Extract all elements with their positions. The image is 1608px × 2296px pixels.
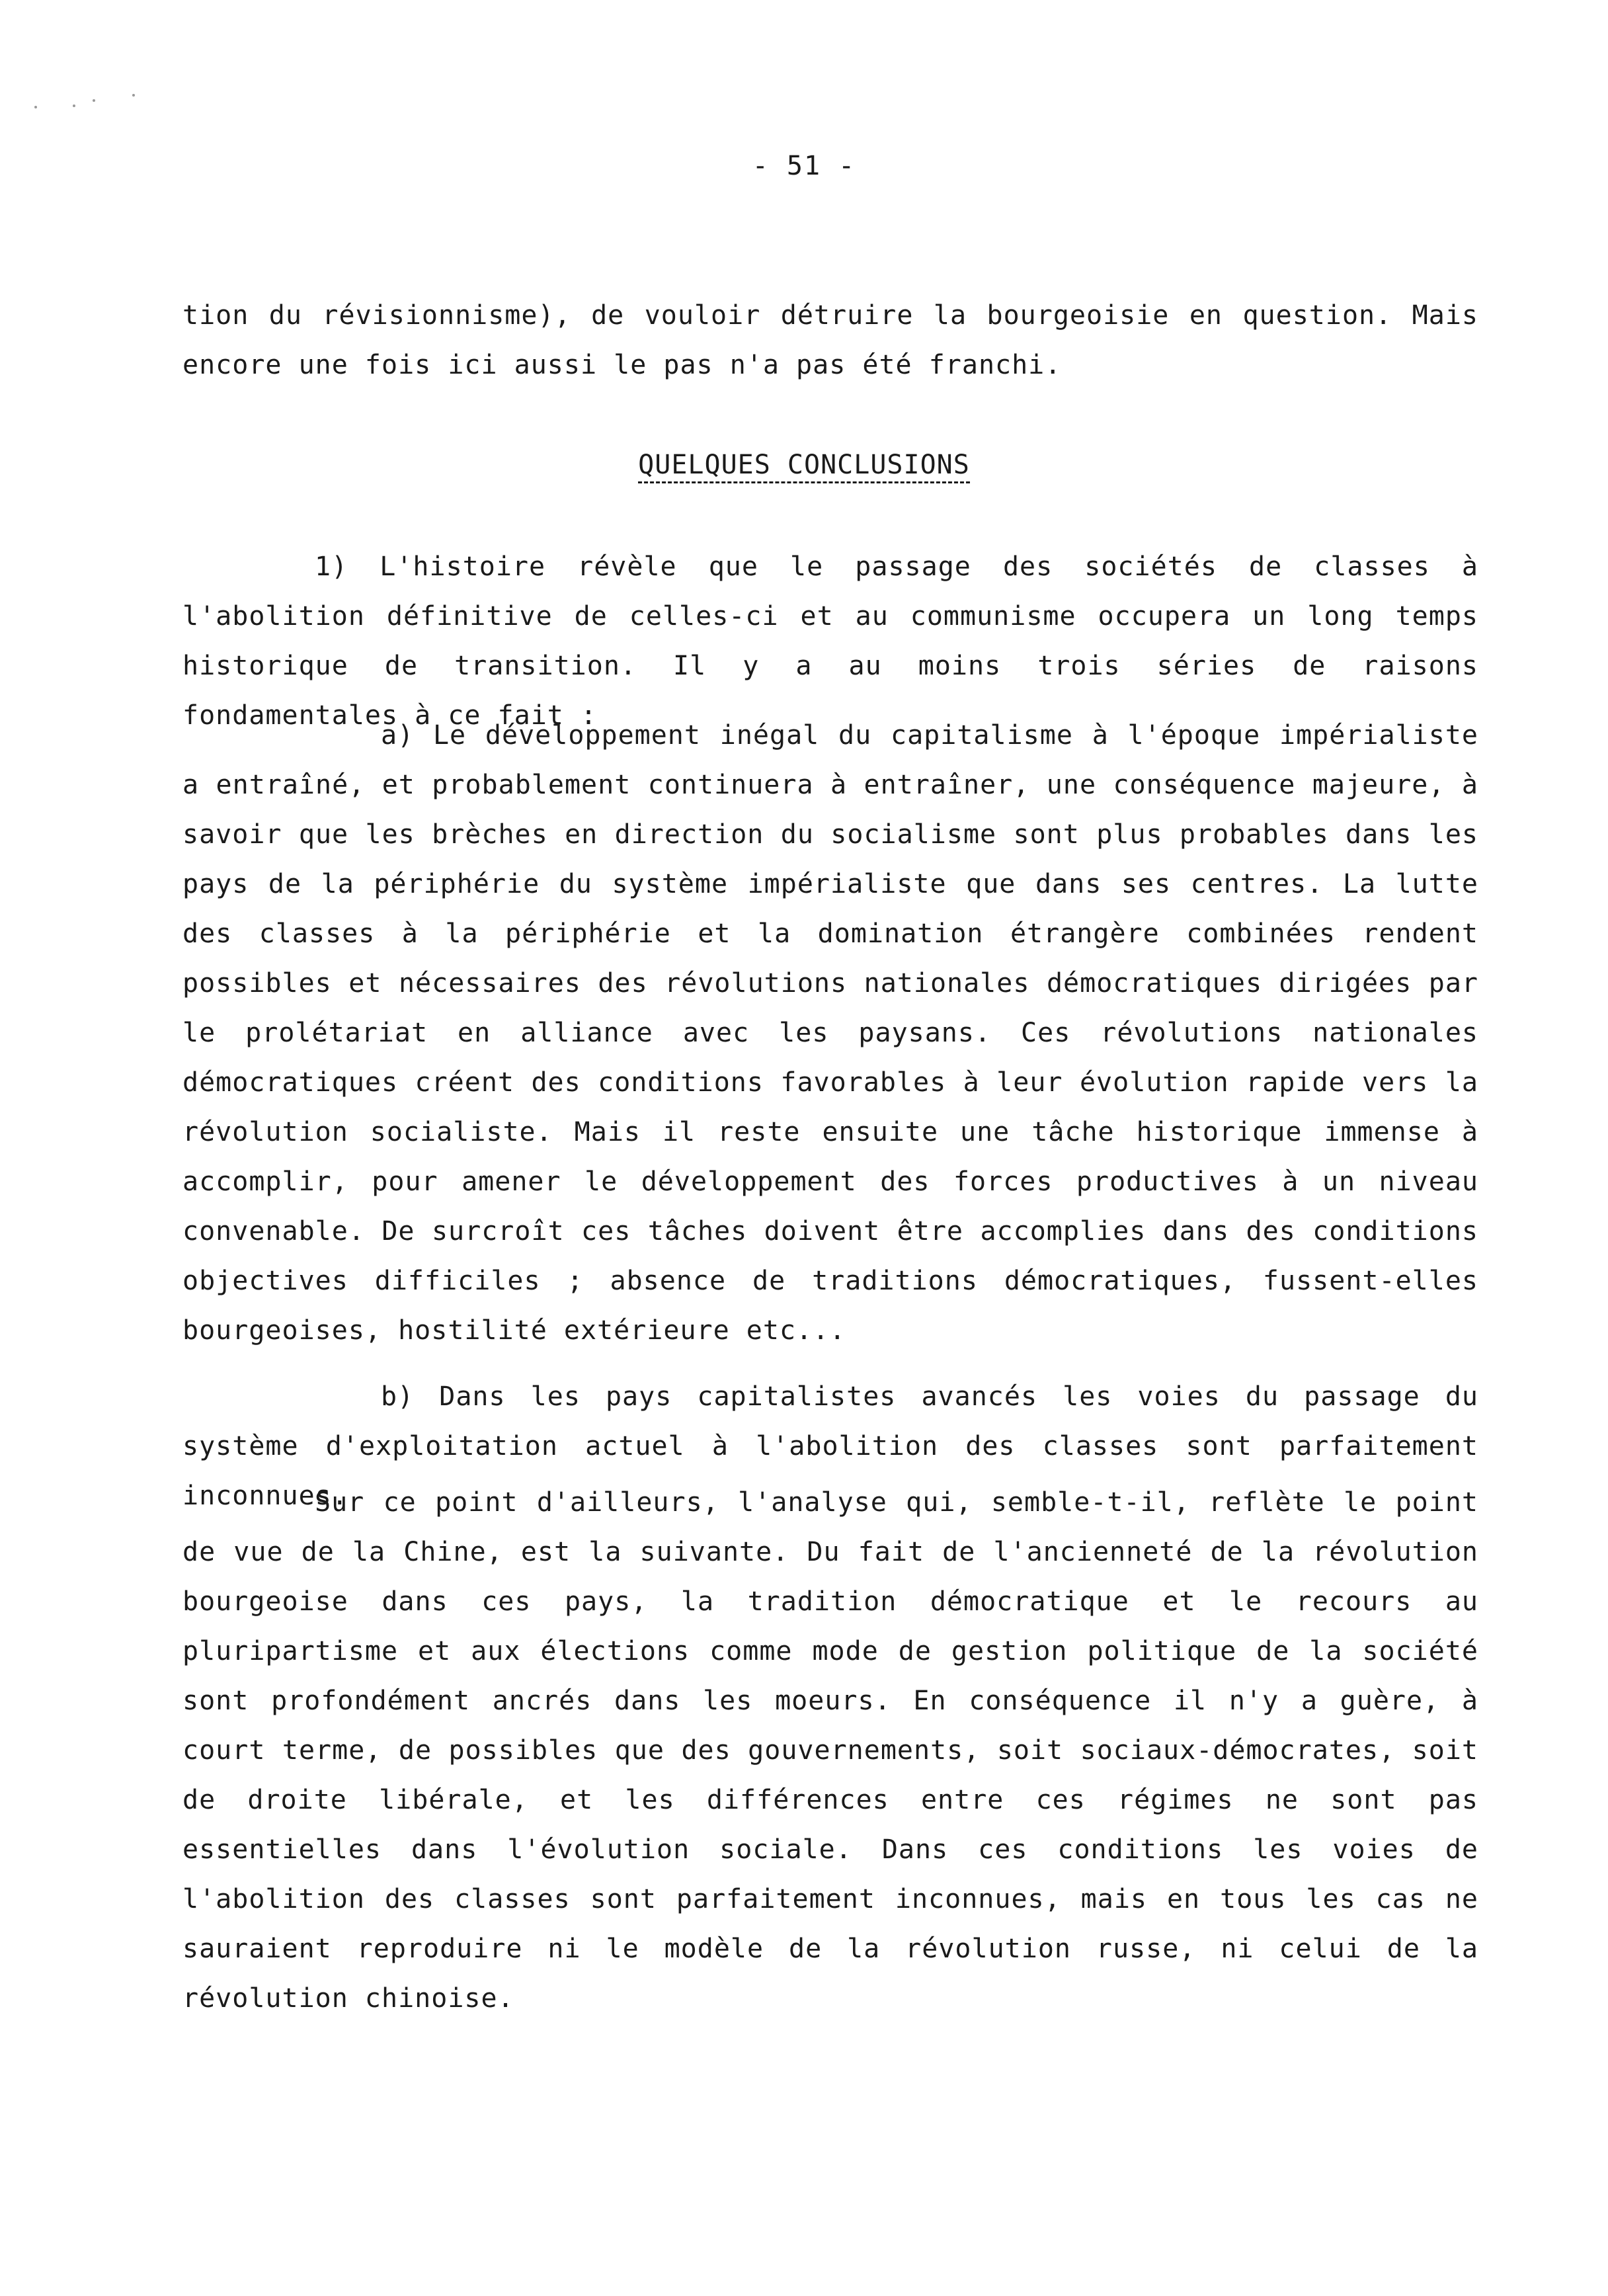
paragraph-2: Sur ce point d'ailleurs, l'analyse qui, semble-t-il, reflète le point de vue de la Chine, est la suivante. Du fait de l'ancienneté de la révolution bourgeoise dans ces pays, la tradition démocratique et le recours au pluripartisme et aux élections comme mode de gestion politique de la société sont profondément ancrés dans les moeurs. En conséquence il n'y a guère, à court terme, de possibles que des gouvernements, soit sociaux-démocrates, soit de droite libérale, et les différences entre ces régimes ne sont pas essentielles dans l'évolution sociale. Dans ces conditions les voies de l'abolition des classes sont parfaitement inconnues, mais en tous les cas ne sauraient reproduire ni le modèle de la révolution russe, ni celui de la révolution chinoise.	[182, 1487, 1478, 2014]
paragraph-1: 1) L'histoire révèle que le passage des sociétés de classes à l'abolition définitive de celles-ci et au communisme occupera un long temps historique de transition. Il y a au moins trois séries de raisons fondamentales à ce fait :	[182, 552, 1478, 731]
paragraph-a: a) Le développement inégal du capitalisme à l'époque impérialiste a entraîné, et probablement continuera à entraîner, une conséquence majeure, à savoir que les brèches en direction du socialisme sont plus probables dans les pays de la périphérie du système impérialiste que dans ses centres. La lutte des classes à la périphérie et la domination étrangère combinées rendent possibles et nécessaires des révolutions nationales démocratiques dirigées par le prolétariat en alliance avec les paysans. Ces révolutions nationales démocratiques créent des conditions favorables à leur évolution rapide vers la révolution socialiste. Mais il reste ensuite une tâche historique immense à accomplir, pour amener le développement des forces productives à un niveau convenable. De surcroît ces tâches doivent être accomplies dans des conditions objectives difficiles ; absence de traditions démocratiques, fussent-elles bourgeoises, hostilité extérieure etc...	[182, 720, 1478, 1346]
section-heading	[0, 450, 1608, 480]
section-heading-text: QUELQUES CONCLUSIONS	[638, 450, 970, 483]
paragraph-b: b) Dans les pays capitalistes avancés les voies du passage du système d'exploitation actuel à l'abolition des classes sont parfaitement inconnues.	[182, 1381, 1478, 1511]
scan-speck	[34, 106, 37, 108]
scan-speck	[93, 99, 95, 102]
intro-paragraph: tion du révisionnisme), de vouloir détruire la bourgeoisie en question. Mais encore une fois ici aussi le pas n'a pas été franchi.	[182, 300, 1478, 380]
scan-speck	[132, 94, 135, 97]
scan-speck	[73, 104, 75, 107]
page-number: - 51 -	[752, 151, 856, 181]
